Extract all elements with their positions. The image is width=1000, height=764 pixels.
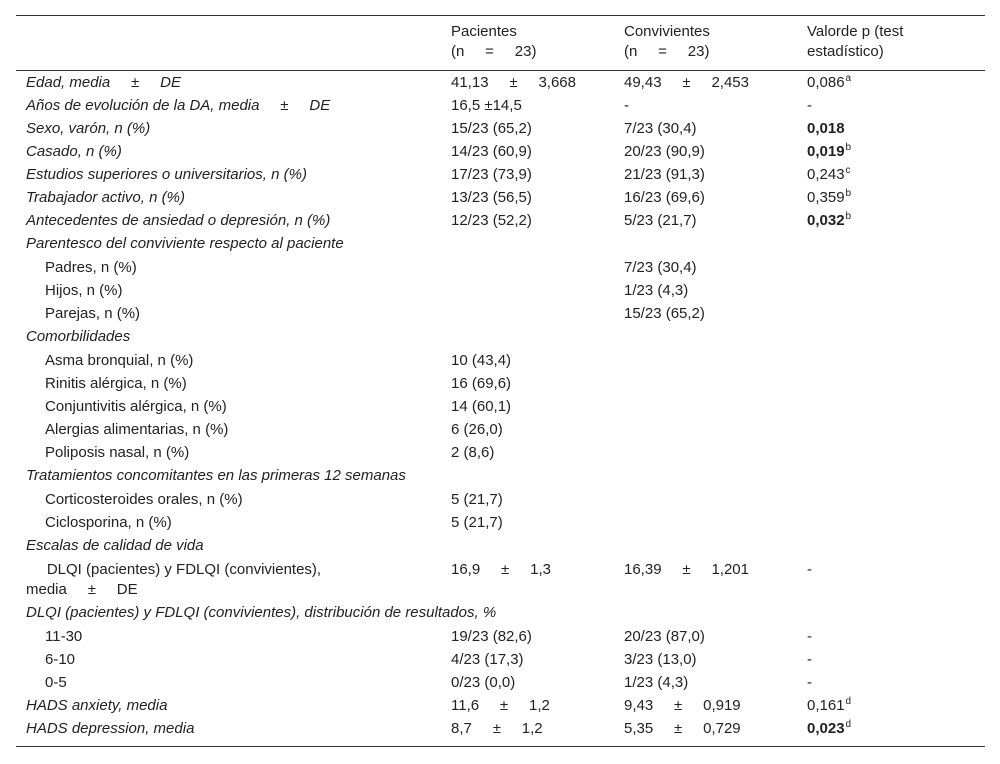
cell-pacientes: 8,7 ± 1,2 <box>451 720 543 737</box>
row-label: Alergias alimentarias, n (%) <box>45 421 229 438</box>
cell-p-value <box>807 717 851 740</box>
cell-convivientes: - <box>624 97 629 114</box>
table-row <box>16 694 985 717</box>
row-label: Padres, n (%) <box>45 259 137 276</box>
p-value-text: 0,019 <box>807 143 845 160</box>
cell-p-value <box>807 418 808 441</box>
p-value-text: 0,243 <box>807 166 845 183</box>
cell-p-value <box>807 395 808 418</box>
p-value-text: 0,359 <box>807 189 845 206</box>
cell-pacientes: 19/23 (82,6) <box>451 628 532 645</box>
cell-convivientes: 15/23 (65,2) <box>624 305 705 322</box>
cell-p-value <box>807 163 851 186</box>
cell-pacientes: 2 (8,6) <box>451 444 495 461</box>
p-value-text: 0,161 <box>807 697 845 714</box>
row-label: Parejas, n (%) <box>45 305 141 322</box>
cell-convivientes: 3/23 (13,0) <box>624 651 697 668</box>
cell-pacientes: 41,13 ± 3,668 <box>451 74 576 91</box>
section-row <box>16 232 985 256</box>
table-row <box>16 94 985 117</box>
cell-pacientes: 16,9 ± 1,3 <box>451 561 551 578</box>
table-row <box>16 163 985 186</box>
cell-pacientes: 17/23 (73,9) <box>451 166 532 183</box>
row-label: 0-5 <box>45 674 67 691</box>
table-row <box>16 279 985 302</box>
cell-p-value <box>807 302 808 325</box>
cell-pacientes: 5 (21,7) <box>451 514 503 531</box>
cell-convivientes: 16,39 ± 1,201 <box>624 561 749 578</box>
row-label: Parentesco del conviviente respecto al paciente <box>26 235 344 252</box>
cell-pacientes: 5 (21,7) <box>451 491 503 508</box>
cell-convivientes: 1/23 (4,3) <box>624 282 689 299</box>
p-value-text: - <box>807 674 812 691</box>
cell-p-value <box>807 71 851 94</box>
table-row <box>16 372 985 395</box>
p-value-text: 0,023 <box>807 720 845 737</box>
row-label: Antecedentes de ansiedad o depresión, n (%) <box>26 212 331 229</box>
table-row <box>16 717 985 740</box>
row-label: Escalas de calidad de vida <box>26 537 204 554</box>
cell-p-value <box>807 186 851 209</box>
row-label: Rinitis alérgica, n (%) <box>45 375 187 392</box>
table-row <box>16 186 985 209</box>
cell-p-value <box>807 464 808 488</box>
row-label: Ciclosporina, n (%) <box>45 514 172 531</box>
cell-p-value <box>807 232 808 256</box>
table-row <box>16 302 985 325</box>
section-row <box>16 464 985 488</box>
cell-p-value <box>807 349 808 372</box>
cell-pacientes: 14 (60,1) <box>451 398 512 415</box>
footnote-marker: d <box>845 696 852 707</box>
cell-convivientes: 20/23 (90,9) <box>624 143 705 160</box>
table-row <box>16 418 985 441</box>
row-label: DLQI (pacientes) y FDLQI (convivientes), distribución de resultados, % <box>26 604 497 621</box>
row-label: Comorbilidades <box>26 328 131 345</box>
table-row <box>16 256 985 279</box>
cell-convivientes: 9,43 ± 0,919 <box>624 697 741 714</box>
cell-pacientes: 16,5 ±14,5 <box>451 97 522 114</box>
footnote-marker: b <box>845 188 852 199</box>
table-header <box>16 15 985 71</box>
p-value-text: 0,018 <box>807 120 845 137</box>
table-bottom-rule <box>16 740 985 747</box>
row-label: Conjuntivitis alérgica, n (%) <box>45 398 227 415</box>
row-label: Sexo, varón, n (%) <box>26 120 151 137</box>
row-label: HADS depression, media <box>26 720 195 737</box>
p-value-text: 0,086 <box>807 74 845 91</box>
table-row <box>16 441 985 464</box>
footnote-marker: b <box>845 142 852 153</box>
cell-pacientes: 6 (26,0) <box>451 421 503 438</box>
cell-p-value <box>807 140 851 163</box>
row-label: Edad, media ± DE <box>26 74 181 91</box>
row-label: Trabajador activo, n (%) <box>26 189 185 206</box>
cell-p-value <box>807 534 808 558</box>
p-value-text: - <box>807 97 812 114</box>
cell-p-value <box>807 325 808 349</box>
cell-convivientes: 5,35 ± 0,729 <box>624 720 741 737</box>
row-label: 11-30 <box>45 628 83 645</box>
cell-p-value <box>807 671 813 694</box>
cell-p-value <box>807 601 808 625</box>
row-label: DLQI (pacientes) y FDLQI (convivientes), media ± DE <box>26 561 322 598</box>
cell-p-value <box>807 558 813 581</box>
cell-p-value <box>807 256 808 279</box>
cell-pacientes: 16 (69,6) <box>451 375 512 392</box>
row-label: Poliposis nasal, n (%) <box>45 444 190 461</box>
cell-p-value <box>807 441 808 464</box>
cell-pacientes: 13/23 (56,5) <box>451 189 532 206</box>
cell-convivientes: 16/23 (69,6) <box>624 189 705 206</box>
cell-p-value <box>807 625 813 648</box>
row-label: Años de evolución de la DA, media ± DE <box>26 97 331 114</box>
cell-convivientes: 1/23 (4,3) <box>624 674 689 691</box>
table-row <box>16 71 985 94</box>
cell-pacientes: 0/23 (0,0) <box>451 674 516 691</box>
cell-p-value <box>807 372 808 395</box>
cell-convivientes: 21/23 (91,3) <box>624 166 705 183</box>
p-value-text: - <box>807 651 812 668</box>
table-row <box>16 625 985 648</box>
table-row <box>16 140 985 163</box>
cell-p-value <box>807 117 846 140</box>
footnote-marker: d <box>845 719 852 730</box>
table-row <box>16 558 985 601</box>
row-label: HADS anxiety, media <box>26 697 168 714</box>
p-value-text: - <box>807 561 812 578</box>
table-row <box>16 648 985 671</box>
row-label: Asma bronquial, n (%) <box>45 352 194 369</box>
p-value-text: - <box>807 628 812 645</box>
table-row <box>16 117 985 140</box>
data-table <box>16 15 985 747</box>
cell-convivientes: 20/23 (87,0) <box>624 628 705 645</box>
table-row <box>16 349 985 372</box>
table-row <box>16 511 985 534</box>
section-row <box>16 534 985 558</box>
cell-convivientes: 5/23 (21,7) <box>624 212 697 229</box>
cell-pacientes: 11,6 ± 1,2 <box>451 697 550 714</box>
cell-pacientes: 12/23 (52,2) <box>451 212 532 229</box>
cell-convivientes: 7/23 (30,4) <box>624 120 697 137</box>
row-label: 6-10 <box>45 651 76 668</box>
cell-p-value <box>807 488 808 511</box>
row-label: Corticosteroides orales, n (%) <box>45 491 243 508</box>
cell-pacientes: 14/23 (60,9) <box>451 143 532 160</box>
cell-convivientes: 7/23 (30,4) <box>624 259 697 276</box>
cell-p-value <box>807 94 813 117</box>
footnote-marker: c <box>845 165 851 176</box>
cell-p-value <box>807 511 808 534</box>
cell-pacientes: 15/23 (65,2) <box>451 120 532 137</box>
row-label: Hijos, n (%) <box>45 282 123 299</box>
row-label: Estudios superiores o universitarios, n (%) <box>26 166 307 183</box>
cell-p-value <box>807 648 813 671</box>
header-convivientes: Convivientes (n = 23) <box>624 23 710 60</box>
row-label: Casado, n (%) <box>26 143 122 160</box>
table-row <box>16 395 985 418</box>
p-value-text: 0,032 <box>807 212 845 229</box>
cell-p-value <box>807 279 808 302</box>
footnote-marker: b <box>845 211 852 222</box>
cell-pacientes: 4/23 (17,3) <box>451 651 524 668</box>
cell-p-value <box>807 209 851 232</box>
header-pacientes: Pacientes (n = 23) <box>451 23 537 60</box>
section-row <box>16 325 985 349</box>
header-p-value: Valorde p (test estadístico) <box>807 23 904 60</box>
section-row <box>16 601 985 625</box>
cell-p-value <box>807 694 851 717</box>
table-row <box>16 488 985 511</box>
table-row <box>16 671 985 694</box>
table-row <box>16 209 985 232</box>
table-body <box>16 71 985 740</box>
cell-pacientes: 10 (43,4) <box>451 352 512 369</box>
cell-convivientes: 49,43 ± 2,453 <box>624 74 749 91</box>
row-label: Tratamientos concomitantes en las primeras 12 semanas <box>26 467 406 484</box>
footnote-marker: a <box>845 73 852 84</box>
